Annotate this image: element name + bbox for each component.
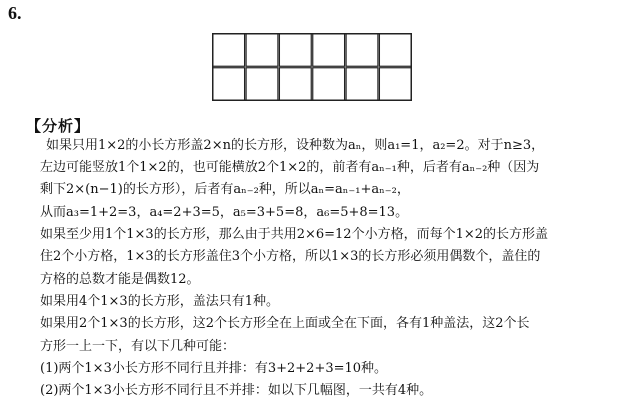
analysis-line: 如果用2个1×3的长方形，这2个长方形全在上面或全在下面，各有1种盖法，这2个长 [40,316,530,331]
grid-figure [212,33,412,101]
problem-number: 6. [8,3,22,23]
grid-outline [213,34,412,101]
analysis-line: 住2个小方格，1×3的长方形盖住3个小方格，所以1×3的长方形必须用偶数个，盖住的 [40,249,541,264]
analysis-line: 剩下2×(n−1)的长方形），后者有aₙ₋₂种，所以aₙ=aₙ₋₁+aₙ₋₂， [40,182,410,197]
analysis-line: 如果至少用1个1×3的长方形，那么由于共用2×6=12个小方格，而每个1×2的长方形盖 [40,227,549,242]
analysis-line: (2)两个1×3小长方形不同行且不并排：如以下几幅图，一共有4种。 [40,383,433,398]
analysis-line: 如果用4个1×3的长方形，盖法只有1种。 [40,294,279,309]
analysis-line: 左边可能竖放1个1×2的，也可能横放2个1×2的，前者有aₙ₋₁种，后者有aₙ₋₂种（因为 [40,160,540,175]
analysis-line: (1)两个1×3小长方形不同行且并排：有3+2+2+3=10种。 [40,361,388,376]
analysis-line: 如果只用1×2的小长方形盖2×n的长方形，设种数为aₙ，则a₁=1，a₂=2。对于n≥3， [46,138,545,153]
analysis-line: 从而a₃=1+2=3，a₄=2+3=5，a₅=3+5=8，a₆=5+8=13。 [40,205,409,220]
analysis-line: 方格的总数才能是偶数12。 [40,272,200,287]
grid-diagram [212,33,412,101]
analysis-line: 方形一上一下，有以下几种可能： [40,339,236,354]
analysis-title: 【分析】 [26,117,91,135]
